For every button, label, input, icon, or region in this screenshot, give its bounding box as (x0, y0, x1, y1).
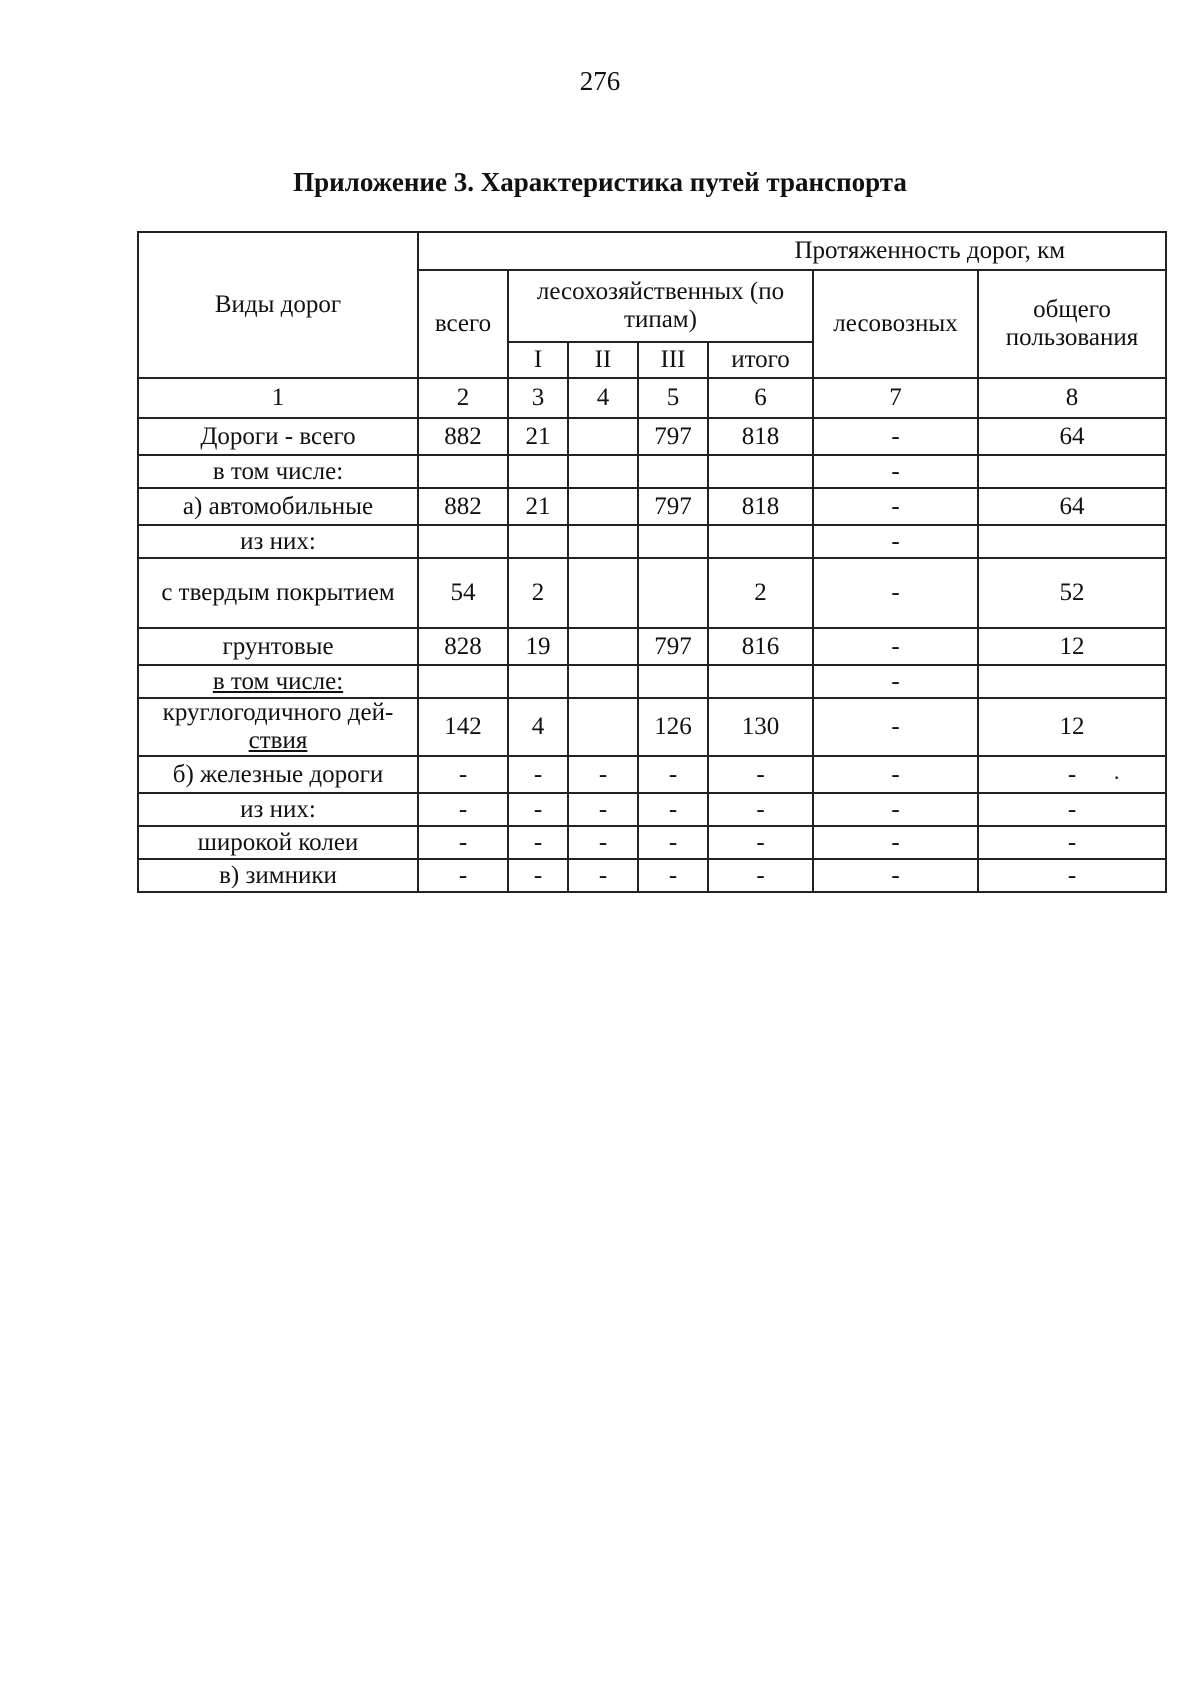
table-cell: - (418, 859, 508, 892)
table-cell: - (813, 455, 978, 488)
table-cell: 882 (418, 418, 508, 455)
table-cell (638, 558, 708, 628)
row-label: а) автомобильные (138, 488, 418, 525)
table-cell (568, 455, 638, 488)
stray-dot: · (1113, 765, 1121, 790)
table-cell (978, 455, 1166, 488)
table-cell: - (813, 826, 978, 859)
row-label: из них: (138, 793, 418, 826)
table-cell (568, 488, 638, 525)
table-cell: 797 (638, 488, 708, 525)
table-cell: - (708, 793, 813, 826)
table-cell (568, 628, 638, 665)
table-cell: - (568, 793, 638, 826)
table-cell: - (638, 756, 708, 793)
table-cell (418, 665, 508, 698)
table-cell: - (418, 756, 508, 793)
row-label: Дороги - всего (138, 418, 418, 455)
header-length-group: Протяженность дорог, км (418, 232, 1166, 270)
table-row (138, 859, 1166, 892)
header-total: всего (418, 270, 508, 378)
table-cell: 4 (508, 698, 568, 756)
table-cell (508, 525, 568, 558)
row-label: в том числе: (138, 455, 418, 488)
table-cell: 64 (978, 488, 1166, 525)
table-cell: - (638, 793, 708, 826)
table-cell: 52 (978, 558, 1166, 628)
column-number: 8 (978, 378, 1166, 418)
table-cell: 54 (418, 558, 508, 628)
table-cell: 12 (978, 628, 1166, 665)
table-row (138, 418, 1166, 455)
column-number: 5 (638, 378, 708, 418)
column-number: 2 (418, 378, 508, 418)
table-cell: - (813, 665, 978, 698)
table-cell (508, 665, 568, 698)
column-number: 7 (813, 378, 978, 418)
column-number: 1 (138, 378, 418, 418)
table-row (138, 525, 1166, 558)
table-cell: - (978, 826, 1166, 859)
table-cell (508, 455, 568, 488)
table-cell: 64 (978, 418, 1166, 455)
table-cell: - (813, 698, 978, 756)
header-logging: лесовозных (813, 270, 978, 378)
table-cell: - (813, 859, 978, 892)
table-cell: - (978, 756, 1166, 793)
row-label: грунтовые (138, 628, 418, 665)
table-cell (978, 525, 1166, 558)
row-label: с твердым покрытием (138, 558, 418, 628)
table-cell: 797 (638, 628, 708, 665)
table-cell: 818 (708, 418, 813, 455)
row-label: в том числе: (138, 665, 418, 698)
header-type-total: итого (708, 342, 813, 378)
table-row (138, 558, 1166, 628)
table-row (138, 756, 1166, 793)
roads-table (137, 231, 1167, 893)
table-cell (568, 558, 638, 628)
header-type-3: III (638, 342, 708, 378)
table-cell: - (508, 756, 568, 793)
row-label-line: круглогодичного дей- (162, 699, 394, 726)
row-label (138, 698, 418, 756)
table-cell: - (508, 793, 568, 826)
page-number: 276 (579, 66, 621, 96)
header-type-2: II (568, 342, 638, 378)
table-cell: - (813, 628, 978, 665)
table-cell (708, 525, 813, 558)
table-cell: 142 (418, 698, 508, 756)
table-row (138, 793, 1166, 826)
table-cell: - (568, 756, 638, 793)
table-cell: 21 (508, 488, 568, 525)
table-cell: - (708, 826, 813, 859)
table-cell: 126 (638, 698, 708, 756)
column-number: 4 (568, 378, 638, 418)
table-cell: - (813, 488, 978, 525)
header-row-1 (138, 232, 1166, 270)
table-cell: - (708, 859, 813, 892)
row-label: из них: (138, 525, 418, 558)
row-label: б) железные дороги (138, 756, 418, 793)
row-label: в) зимники (138, 859, 418, 892)
table-cell (568, 665, 638, 698)
table-cell: - (978, 793, 1166, 826)
row-label-line: ствия (248, 727, 308, 754)
column-number: 6 (708, 378, 813, 418)
table-row (138, 628, 1166, 665)
table-cell: - (978, 859, 1166, 892)
table-cell (638, 665, 708, 698)
table-cell: 818 (708, 488, 813, 525)
table-cell (418, 455, 508, 488)
table-cell: - (813, 525, 978, 558)
table-cell: - (568, 826, 638, 859)
table-cell: 828 (418, 628, 508, 665)
column-numbers-row (138, 378, 1166, 418)
table-row (138, 455, 1166, 488)
table-cell: 816 (708, 628, 813, 665)
table-cell (638, 455, 708, 488)
row-label: широкой колеи (138, 826, 418, 859)
table-cell (568, 418, 638, 455)
table-cell: 130 (708, 698, 813, 756)
table-cell: - (813, 793, 978, 826)
table-cell: - (508, 859, 568, 892)
table-body (138, 418, 1166, 892)
table-row (138, 488, 1166, 525)
table-cell (638, 525, 708, 558)
table-cell: - (638, 859, 708, 892)
table-cell (978, 665, 1166, 698)
table-cell: 797 (638, 418, 708, 455)
table-cell: 2 (708, 558, 813, 628)
table-cell: - (568, 859, 638, 892)
header-road-types: Виды дорог (138, 232, 418, 378)
table-cell: - (813, 756, 978, 793)
table-cell: - (708, 756, 813, 793)
page-title: Приложение 3. Характеристика путей транспорта (293, 167, 907, 197)
table-row (138, 698, 1166, 756)
column-number: 3 (508, 378, 568, 418)
table-cell: - (418, 793, 508, 826)
table-cell (708, 455, 813, 488)
table-row (138, 826, 1166, 859)
table-cell: - (508, 826, 568, 859)
table-row (138, 665, 1166, 698)
table-cell: - (638, 826, 708, 859)
table-cell: 21 (508, 418, 568, 455)
table-cell: - (813, 418, 978, 455)
table-cell (568, 698, 638, 756)
table-cell: 2 (508, 558, 568, 628)
table-cell: 19 (508, 628, 568, 665)
table-cell: 882 (418, 488, 508, 525)
table-cell (708, 665, 813, 698)
table-cell: - (418, 826, 508, 859)
header-type-1: I (508, 342, 568, 378)
table-cell: - (813, 558, 978, 628)
header-public: общего пользования (978, 270, 1166, 378)
table-cell (568, 525, 638, 558)
table-cell (418, 525, 508, 558)
header-forest-group: лесохозяйственных (по типам) (508, 270, 813, 342)
table-cell: 12 (978, 698, 1166, 756)
